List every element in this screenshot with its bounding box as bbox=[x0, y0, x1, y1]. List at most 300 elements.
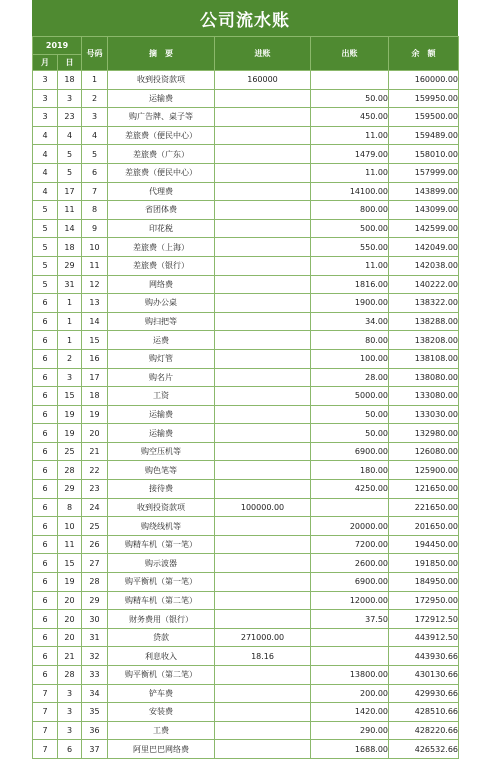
expense-cell[interactable]: 13800.00 bbox=[311, 666, 389, 685]
table-row bbox=[33, 498, 459, 517]
number-cell[interactable]: 33 bbox=[82, 666, 108, 685]
expense-cell[interactable]: 5000.00 bbox=[311, 387, 389, 406]
summary-cell[interactable]: 购扫把等 bbox=[108, 312, 215, 331]
day-cell[interactable]: 19 bbox=[58, 424, 82, 443]
table-row bbox=[33, 610, 459, 629]
summary-cell[interactable]: 代理费 bbox=[108, 182, 215, 201]
month-cell[interactable]: 6 bbox=[33, 591, 58, 610]
number-cell[interactable]: 14 bbox=[82, 312, 108, 331]
number-cell[interactable]: 34 bbox=[82, 684, 108, 703]
day-cell[interactable]: 20 bbox=[58, 610, 82, 629]
number-cell[interactable]: 10 bbox=[82, 238, 108, 257]
day-cell[interactable]: 28 bbox=[58, 461, 82, 480]
income-cell[interactable] bbox=[215, 610, 311, 629]
ledger-body bbox=[33, 71, 459, 759]
day-cell[interactable]: 2 bbox=[58, 349, 82, 368]
month-cell[interactable]: 6 bbox=[33, 498, 58, 517]
summary-cell[interactable]: 购平衡机（第二笔） bbox=[108, 666, 215, 685]
expense-cell[interactable]: 1479.00 bbox=[311, 145, 389, 164]
income-cell[interactable]: 271000.00 bbox=[215, 628, 311, 647]
number-cell[interactable]: 17 bbox=[82, 368, 108, 387]
table-row bbox=[33, 349, 459, 368]
table-row bbox=[33, 480, 459, 499]
expense-cell[interactable]: 500.00 bbox=[311, 219, 389, 238]
month-cell[interactable]: 4 bbox=[33, 145, 58, 164]
summary-cell[interactable]: 收到投资款项 bbox=[108, 71, 215, 90]
table-row bbox=[33, 461, 459, 480]
month-cell[interactable]: 5 bbox=[33, 275, 58, 294]
month-cell[interactable]: 7 bbox=[33, 740, 58, 759]
table-row bbox=[33, 145, 459, 164]
summary-cell[interactable]: 差旅费（便民中心） bbox=[108, 126, 215, 145]
day-cell[interactable]: 18 bbox=[58, 71, 82, 90]
balance-cell[interactable]: 138208.00 bbox=[389, 331, 459, 350]
expense-cell[interactable]: 180.00 bbox=[311, 461, 389, 480]
balance-cell[interactable]: 126080.00 bbox=[389, 442, 459, 461]
day-cell[interactable]: 15 bbox=[58, 387, 82, 406]
month-header: 月 bbox=[33, 55, 58, 71]
summary-cell[interactable]: 接待费 bbox=[108, 480, 215, 499]
summary-cell[interactable]: 财务费用（银行） bbox=[108, 610, 215, 629]
summary-cell[interactable]: 网络费 bbox=[108, 275, 215, 294]
balance-cell[interactable]: 184950.00 bbox=[389, 573, 459, 592]
summary-cell[interactable]: 差旅费（便民中心） bbox=[108, 163, 215, 182]
balance-cell[interactable]: 172912.50 bbox=[389, 610, 459, 629]
balance-cell[interactable]: 172950.00 bbox=[389, 591, 459, 610]
income-cell[interactable] bbox=[215, 517, 311, 536]
summary-cell[interactable]: 印花税 bbox=[108, 219, 215, 238]
income-cell[interactable] bbox=[215, 721, 311, 740]
month-cell[interactable]: 6 bbox=[33, 573, 58, 592]
balance-cell[interactable]: 138322.00 bbox=[389, 294, 459, 313]
number-cell[interactable]: 3 bbox=[82, 108, 108, 127]
income-header: 进账 bbox=[215, 37, 311, 71]
summary-cell[interactable]: 安装费 bbox=[108, 703, 215, 722]
month-cell[interactable]: 7 bbox=[33, 721, 58, 740]
expense-cell[interactable]: 80.00 bbox=[311, 331, 389, 350]
summary-cell[interactable]: 购精车机（第二笔） bbox=[108, 591, 215, 610]
table-row bbox=[33, 647, 459, 666]
expense-cell[interactable]: 11.00 bbox=[311, 163, 389, 182]
expense-cell[interactable]: 450.00 bbox=[311, 108, 389, 127]
number-cell[interactable]: 1 bbox=[82, 71, 108, 90]
table-row bbox=[33, 294, 459, 313]
expense-cell[interactable]: 50.00 bbox=[311, 89, 389, 108]
balance-cell[interactable]: 138108.00 bbox=[389, 349, 459, 368]
balance-cell[interactable]: 191850.00 bbox=[389, 554, 459, 573]
table-row bbox=[33, 201, 459, 220]
income-cell[interactable] bbox=[215, 349, 311, 368]
month-cell[interactable]: 6 bbox=[33, 368, 58, 387]
balance-cell[interactable]: 142038.00 bbox=[389, 256, 459, 275]
table-row bbox=[33, 573, 459, 592]
month-cell[interactable]: 5 bbox=[33, 201, 58, 220]
summary-cell[interactable]: 购办公桌 bbox=[108, 294, 215, 313]
income-cell[interactable] bbox=[215, 666, 311, 685]
day-cell[interactable]: 28 bbox=[58, 666, 82, 685]
expense-cell[interactable]: 20000.00 bbox=[311, 517, 389, 536]
income-cell[interactable] bbox=[215, 405, 311, 424]
table-row bbox=[33, 126, 459, 145]
balance-header: 余 额 bbox=[389, 37, 459, 71]
month-cell[interactable]: 6 bbox=[33, 480, 58, 499]
month-cell[interactable]: 6 bbox=[33, 647, 58, 666]
summary-cell[interactable]: 购绕线机等 bbox=[108, 517, 215, 536]
expense-cell[interactable]: 2600.00 bbox=[311, 554, 389, 573]
balance-cell[interactable]: 140222.00 bbox=[389, 275, 459, 294]
day-cell[interactable]: 20 bbox=[58, 628, 82, 647]
balance-cell[interactable]: 221650.00 bbox=[389, 498, 459, 517]
balance-cell[interactable]: 133080.00 bbox=[389, 387, 459, 406]
expense-cell[interactable]: 200.00 bbox=[311, 684, 389, 703]
month-cell[interactable]: 6 bbox=[33, 628, 58, 647]
expense-cell[interactable] bbox=[311, 628, 389, 647]
table-row bbox=[33, 424, 459, 443]
day-cell[interactable]: 14 bbox=[58, 219, 82, 238]
income-cell[interactable] bbox=[215, 331, 311, 350]
summary-cell[interactable]: 购灯管 bbox=[108, 349, 215, 368]
table-row bbox=[33, 219, 459, 238]
income-cell[interactable] bbox=[215, 126, 311, 145]
number-cell[interactable]: 4 bbox=[82, 126, 108, 145]
day-cell[interactable]: 15 bbox=[58, 554, 82, 573]
income-cell[interactable]: 160000 bbox=[215, 71, 311, 90]
month-cell[interactable]: 6 bbox=[33, 610, 58, 629]
income-cell[interactable] bbox=[215, 461, 311, 480]
day-cell[interactable]: 21 bbox=[58, 647, 82, 666]
number-cell[interactable]: 11 bbox=[82, 256, 108, 275]
number-cell[interactable]: 19 bbox=[82, 405, 108, 424]
expense-cell[interactable] bbox=[311, 71, 389, 90]
income-cell[interactable] bbox=[215, 535, 311, 554]
month-cell[interactable]: 6 bbox=[33, 666, 58, 685]
balance-cell[interactable]: 194450.00 bbox=[389, 535, 459, 554]
number-cell[interactable]: 30 bbox=[82, 610, 108, 629]
summary-cell[interactable]: 工资 bbox=[108, 387, 215, 406]
day-cell[interactable]: 1 bbox=[58, 294, 82, 313]
summary-cell[interactable]: 运输费 bbox=[108, 424, 215, 443]
table-row bbox=[33, 312, 459, 331]
month-cell[interactable]: 6 bbox=[33, 331, 58, 350]
summary-header: 摘 要 bbox=[108, 37, 215, 71]
income-cell[interactable] bbox=[215, 108, 311, 127]
day-cell[interactable]: 3 bbox=[58, 684, 82, 703]
expense-header: 出账 bbox=[311, 37, 389, 71]
number-cell[interactable]: 21 bbox=[82, 442, 108, 461]
summary-cell[interactable]: 运费 bbox=[108, 331, 215, 350]
expense-cell[interactable]: 6900.00 bbox=[311, 573, 389, 592]
summary-cell[interactable]: 购示波器 bbox=[108, 554, 215, 573]
income-cell[interactable] bbox=[215, 424, 311, 443]
balance-cell[interactable]: 160000.00 bbox=[389, 71, 459, 90]
number-cell[interactable]: 26 bbox=[82, 535, 108, 554]
balance-cell[interactable]: 142049.00 bbox=[389, 238, 459, 257]
balance-cell[interactable]: 125900.00 bbox=[389, 461, 459, 480]
table-row bbox=[33, 108, 459, 127]
month-cell[interactable]: 4 bbox=[33, 182, 58, 201]
balance-cell[interactable]: 132980.00 bbox=[389, 424, 459, 443]
income-cell[interactable] bbox=[215, 312, 311, 331]
balance-cell[interactable]: 143899.00 bbox=[389, 182, 459, 201]
number-cell[interactable]: 13 bbox=[82, 294, 108, 313]
expense-cell[interactable]: 4250.00 bbox=[311, 480, 389, 499]
day-cell[interactable]: 23 bbox=[58, 108, 82, 127]
day-cell[interactable]: 18 bbox=[58, 238, 82, 257]
number-cell[interactable]: 35 bbox=[82, 703, 108, 722]
income-cell[interactable] bbox=[215, 182, 311, 201]
table-row bbox=[33, 275, 459, 294]
day-cell[interactable]: 25 bbox=[58, 442, 82, 461]
balance-cell[interactable]: 443912.50 bbox=[389, 628, 459, 647]
table-row bbox=[33, 666, 459, 685]
income-cell[interactable] bbox=[215, 163, 311, 182]
month-cell[interactable]: 5 bbox=[33, 238, 58, 257]
number-cell[interactable]: 29 bbox=[82, 591, 108, 610]
number-cell[interactable]: 24 bbox=[82, 498, 108, 517]
table-row bbox=[33, 331, 459, 350]
expense-cell[interactable]: 1816.00 bbox=[311, 275, 389, 294]
day-cell[interactable]: 8 bbox=[58, 498, 82, 517]
income-cell[interactable] bbox=[215, 294, 311, 313]
day-cell[interactable]: 1 bbox=[58, 312, 82, 331]
table-row bbox=[33, 740, 459, 759]
summary-cell[interactable]: 购名片 bbox=[108, 368, 215, 387]
summary-cell[interactable]: 差旅费（广东） bbox=[108, 145, 215, 164]
month-cell[interactable]: 6 bbox=[33, 405, 58, 424]
expense-cell[interactable]: 11.00 bbox=[311, 256, 389, 275]
balance-cell[interactable]: 443930.66 bbox=[389, 647, 459, 666]
expense-cell[interactable]: 50.00 bbox=[311, 405, 389, 424]
income-cell[interactable]: 18.16 bbox=[215, 647, 311, 666]
expense-cell[interactable]: 37.50 bbox=[311, 610, 389, 629]
table-row bbox=[33, 71, 459, 90]
number-cell[interactable]: 31 bbox=[82, 628, 108, 647]
expense-cell[interactable]: 14100.00 bbox=[311, 182, 389, 201]
month-cell[interactable]: 4 bbox=[33, 163, 58, 182]
expense-cell[interactable]: 6900.00 bbox=[311, 442, 389, 461]
month-cell[interactable]: 6 bbox=[33, 387, 58, 406]
balance-cell[interactable]: 159950.00 bbox=[389, 89, 459, 108]
day-cell[interactable]: 4 bbox=[58, 126, 82, 145]
income-cell[interactable] bbox=[215, 740, 311, 759]
month-cell[interactable]: 6 bbox=[33, 349, 58, 368]
summary-cell[interactable]: 省团体费 bbox=[108, 201, 215, 220]
day-header: 日 bbox=[58, 55, 82, 71]
income-cell[interactable] bbox=[215, 201, 311, 220]
summary-cell[interactable]: 购色笔等 bbox=[108, 461, 215, 480]
expense-cell[interactable]: 1688.00 bbox=[311, 740, 389, 759]
income-cell[interactable] bbox=[215, 442, 311, 461]
number-cell[interactable]: 7 bbox=[82, 182, 108, 201]
month-cell[interactable]: 3 bbox=[33, 108, 58, 127]
summary-cell[interactable]: 铲车费 bbox=[108, 684, 215, 703]
expense-cell[interactable]: 1420.00 bbox=[311, 703, 389, 722]
number-cell[interactable]: 2 bbox=[82, 89, 108, 108]
summary-cell[interactable]: 运输费 bbox=[108, 405, 215, 424]
day-cell[interactable]: 17 bbox=[58, 182, 82, 201]
balance-cell[interactable]: 143099.00 bbox=[389, 201, 459, 220]
day-cell[interactable]: 10 bbox=[58, 517, 82, 536]
balance-cell[interactable]: 428510.66 bbox=[389, 703, 459, 722]
income-cell[interactable] bbox=[215, 256, 311, 275]
number-cell[interactable]: 23 bbox=[82, 480, 108, 499]
income-cell[interactable] bbox=[215, 591, 311, 610]
table-row bbox=[33, 554, 459, 573]
month-cell[interactable]: 6 bbox=[33, 442, 58, 461]
summary-cell[interactable]: 运输费 bbox=[108, 89, 215, 108]
number-cell[interactable]: 12 bbox=[82, 275, 108, 294]
expense-cell[interactable]: 100.00 bbox=[311, 349, 389, 368]
month-cell[interactable]: 6 bbox=[33, 312, 58, 331]
month-cell[interactable]: 3 bbox=[33, 71, 58, 90]
expense-cell[interactable]: 290.00 bbox=[311, 721, 389, 740]
balance-cell[interactable]: 429930.66 bbox=[389, 684, 459, 703]
number-cell[interactable]: 9 bbox=[82, 219, 108, 238]
expense-cell[interactable] bbox=[311, 498, 389, 517]
day-cell[interactable]: 3 bbox=[58, 89, 82, 108]
balance-cell[interactable]: 157999.00 bbox=[389, 163, 459, 182]
day-cell[interactable]: 29 bbox=[58, 256, 82, 275]
balance-cell[interactable]: 428220.66 bbox=[389, 721, 459, 740]
day-cell[interactable]: 6 bbox=[58, 740, 82, 759]
expense-cell[interactable]: 7200.00 bbox=[311, 535, 389, 554]
balance-cell[interactable]: 142599.00 bbox=[389, 219, 459, 238]
day-cell[interactable]: 11 bbox=[58, 201, 82, 220]
number-cell[interactable]: 25 bbox=[82, 517, 108, 536]
balance-cell[interactable]: 133030.00 bbox=[389, 405, 459, 424]
table-row bbox=[33, 182, 459, 201]
expense-cell[interactable]: 28.00 bbox=[311, 368, 389, 387]
balance-cell[interactable]: 201650.00 bbox=[389, 517, 459, 536]
day-cell[interactable]: 11 bbox=[58, 535, 82, 554]
table-row bbox=[33, 442, 459, 461]
number-cell[interactable]: 36 bbox=[82, 721, 108, 740]
day-cell[interactable]: 1 bbox=[58, 331, 82, 350]
balance-cell[interactable]: 138080.00 bbox=[389, 368, 459, 387]
income-cell[interactable] bbox=[215, 238, 311, 257]
table-row bbox=[33, 405, 459, 424]
page-title: 公司流水账 bbox=[32, 0, 458, 36]
number-header: 号码 bbox=[82, 37, 108, 71]
expense-cell[interactable]: 34.00 bbox=[311, 312, 389, 331]
summary-cell[interactable]: 工费 bbox=[108, 721, 215, 740]
month-cell[interactable]: 6 bbox=[33, 461, 58, 480]
balance-cell[interactable]: 159500.00 bbox=[389, 108, 459, 127]
ledger-table bbox=[32, 36, 459, 759]
number-cell[interactable]: 18 bbox=[82, 387, 108, 406]
expense-cell[interactable] bbox=[311, 647, 389, 666]
income-cell[interactable] bbox=[215, 368, 311, 387]
number-cell[interactable]: 15 bbox=[82, 331, 108, 350]
table-row bbox=[33, 684, 459, 703]
summary-cell[interactable]: 利息收入 bbox=[108, 647, 215, 666]
income-cell[interactable] bbox=[215, 684, 311, 703]
balance-cell[interactable]: 430130.66 bbox=[389, 666, 459, 685]
day-cell[interactable]: 5 bbox=[58, 163, 82, 182]
table-row bbox=[33, 517, 459, 536]
month-cell[interactable]: 5 bbox=[33, 256, 58, 275]
day-cell[interactable]: 31 bbox=[58, 275, 82, 294]
month-cell[interactable]: 6 bbox=[33, 294, 58, 313]
month-cell[interactable]: 6 bbox=[33, 517, 58, 536]
day-cell[interactable]: 19 bbox=[58, 573, 82, 592]
day-cell[interactable]: 19 bbox=[58, 405, 82, 424]
balance-cell[interactable]: 426532.66 bbox=[389, 740, 459, 759]
year-header: 2019 bbox=[33, 37, 82, 55]
summary-cell[interactable]: 贷款 bbox=[108, 628, 215, 647]
table-row bbox=[33, 387, 459, 406]
income-cell[interactable] bbox=[215, 573, 311, 592]
expense-cell[interactable]: 11.00 bbox=[311, 126, 389, 145]
balance-cell[interactable]: 121650.00 bbox=[389, 480, 459, 499]
number-cell[interactable]: 37 bbox=[82, 740, 108, 759]
summary-cell[interactable]: 差旅费（上海） bbox=[108, 238, 215, 257]
summary-cell[interactable]: 购精车机（第一笔） bbox=[108, 535, 215, 554]
number-cell[interactable]: 20 bbox=[82, 424, 108, 443]
number-cell[interactable]: 32 bbox=[82, 647, 108, 666]
income-cell[interactable] bbox=[215, 275, 311, 294]
income-cell[interactable]: 100000.00 bbox=[215, 498, 311, 517]
day-cell[interactable]: 3 bbox=[58, 368, 82, 387]
income-cell[interactable] bbox=[215, 554, 311, 573]
month-cell[interactable]: 6 bbox=[33, 535, 58, 554]
table-row bbox=[33, 368, 459, 387]
month-cell[interactable]: 6 bbox=[33, 554, 58, 573]
income-cell[interactable] bbox=[215, 89, 311, 108]
month-cell[interactable]: 4 bbox=[33, 126, 58, 145]
summary-cell[interactable]: 收到投资款项 bbox=[108, 498, 215, 517]
balance-cell[interactable]: 159489.00 bbox=[389, 126, 459, 145]
month-cell[interactable]: 6 bbox=[33, 424, 58, 443]
expense-cell[interactable]: 50.00 bbox=[311, 424, 389, 443]
number-cell[interactable]: 5 bbox=[82, 145, 108, 164]
table-row bbox=[33, 591, 459, 610]
number-cell[interactable]: 22 bbox=[82, 461, 108, 480]
number-cell[interactable]: 27 bbox=[82, 554, 108, 573]
table-row bbox=[33, 238, 459, 257]
day-cell[interactable]: 20 bbox=[58, 591, 82, 610]
income-cell[interactable] bbox=[215, 387, 311, 406]
summary-cell[interactable]: 差旅费（银行） bbox=[108, 256, 215, 275]
summary-cell[interactable]: 购平衡机（第一笔） bbox=[108, 573, 215, 592]
expense-cell[interactable]: 550.00 bbox=[311, 238, 389, 257]
month-cell[interactable]: 3 bbox=[33, 89, 58, 108]
expense-cell[interactable]: 800.00 bbox=[311, 201, 389, 220]
day-cell[interactable]: 3 bbox=[58, 703, 82, 722]
income-cell[interactable] bbox=[215, 219, 311, 238]
table-row bbox=[33, 89, 459, 108]
day-cell[interactable]: 3 bbox=[58, 721, 82, 740]
day-cell[interactable]: 5 bbox=[58, 145, 82, 164]
month-cell[interactable]: 7 bbox=[33, 684, 58, 703]
month-cell[interactable]: 5 bbox=[33, 219, 58, 238]
balance-cell[interactable]: 138288.00 bbox=[389, 312, 459, 331]
summary-cell[interactable]: 购广告牌、桌子等 bbox=[108, 108, 215, 127]
day-cell[interactable]: 29 bbox=[58, 480, 82, 499]
month-cell[interactable]: 7 bbox=[33, 703, 58, 722]
summary-cell[interactable]: 购空压机等 bbox=[108, 442, 215, 461]
income-cell[interactable] bbox=[215, 145, 311, 164]
balance-cell[interactable]: 158010.00 bbox=[389, 145, 459, 164]
number-cell[interactable]: 16 bbox=[82, 349, 108, 368]
expense-cell[interactable]: 12000.00 bbox=[311, 591, 389, 610]
number-cell[interactable]: 6 bbox=[82, 163, 108, 182]
expense-cell[interactable]: 1900.00 bbox=[311, 294, 389, 313]
income-cell[interactable] bbox=[215, 480, 311, 499]
number-cell[interactable]: 28 bbox=[82, 573, 108, 592]
summary-cell[interactable]: 阿里巴巴网络费 bbox=[108, 740, 215, 759]
number-cell[interactable]: 8 bbox=[82, 201, 108, 220]
